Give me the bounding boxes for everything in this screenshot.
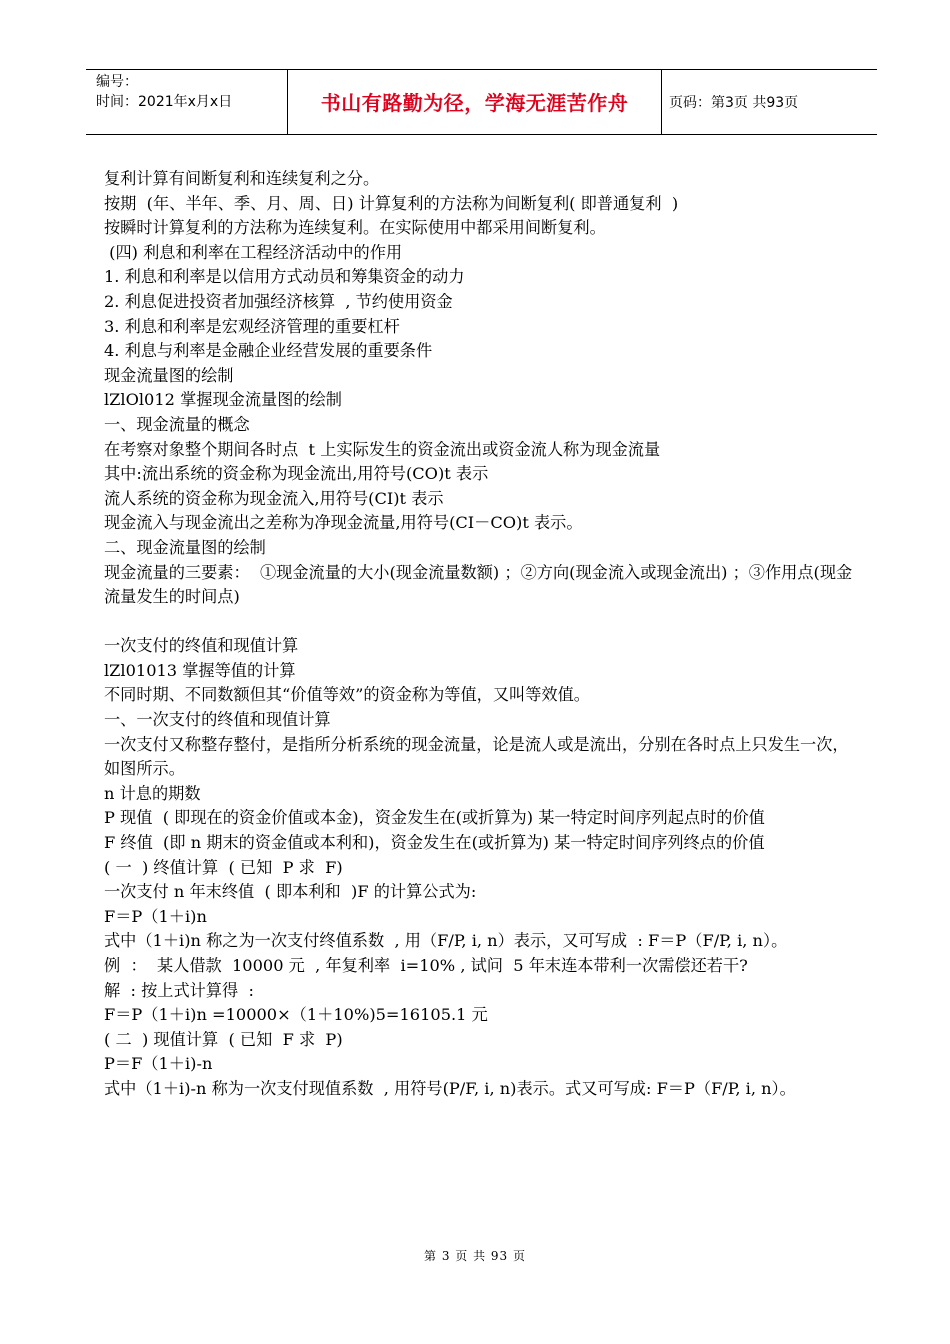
body-paragraph: 流人系统的资金称为现金流入,用符号(CI)t 表示 [104,488,444,508]
body-paragraph: 现金流量图的绘制 [104,365,234,385]
body-paragraph: lZl01013 掌握等值的计算 [104,660,296,680]
body-paragraph: ( 二 ) 现值计算 ( 已知 F 求 P) [104,1029,343,1049]
body-paragraph: F＝P（1＋i)n [104,906,207,926]
body-paragraph: 其中:流出系统的资金称为现金流出,用符号(CO)t 表示 [104,464,489,484]
body-paragraph: 4. 利息与利率是金融企业经营发展的重要条件 [104,341,433,361]
body-paragraph: 按期 (年、半年、季、月、周、日) 计算复利的方法称为间断复利( 即普通复利 ) [104,193,679,213]
blank-line [104,610,862,635]
body-paragraph: 现金流入与现金流出之差称为净现金流量,用符号(CI－CO)t 表示。 [104,513,583,533]
body-paragraph: 式中（1＋i)-n 称为一次支付现值系数 , 用符号(P/F, i, n)表示。式又可写成: F＝P（F/P, i, n）。 [104,1078,796,1098]
body-paragraph: 解 : 按上式计算得 : [104,980,254,1000]
header-divider [661,70,662,134]
body-paragraph: P 现值 ( 即现在的资金价值或本金)，资金发生在(或折算为) 某一特定时间序列起点时的价值 [104,808,765,828]
body-paragraph: 复利计算有间断复利和连续复利之分。 [104,169,380,188]
body-paragraph: 一次支付 n 年末终值 ( 即本利和 )F 的计算公式为: [104,882,477,902]
body-paragraph: 按瞬时计算复利的方法称为连续复利。在实际使用中都采用间断复利。 [104,218,606,238]
document-time-label: 时间：2021年x月x日 [96,94,233,110]
body-paragraph: F 终值 (即 n 期末的资金值或本利和)，资金发生在(或折算为) 某一特定时间序列终点的价值 [104,833,765,853]
header-meta [96,72,232,112]
body-paragraph: ( 一 ) 终值计算 ( 已知 P 求 F) [104,857,343,877]
body-paragraph: 例 ： 某人借款 10000 元 , 年复利率 i=10% , 试问 5 年末连本带利一次需偿还若干? [104,956,748,975]
page-footer: 第 3 页 共 93 页 [424,1249,526,1263]
body-paragraph: n 计息的期数 [104,783,201,803]
body-paragraph: 不同时期、不同数额但其“价值等效”的资金称为等值，又叫等效值。 [104,685,590,705]
body-paragraph: 2. 利息促进投资者加强经济核算 , 节约使用资金 [104,291,453,311]
body-paragraph: F＝P（1＋i)n =10000×（1＋10%)5=16105.1 元 [104,1005,488,1025]
document-body [104,167,862,1102]
document-number-label: 编号： [96,74,138,90]
body-paragraph: lZlOl012 掌握现金流量图的绘制 [104,390,342,410]
body-paragraph: 一、现金流量的概念 [104,414,250,434]
body-paragraph: 式中（1＋i)n 称之为一次支付终值系数 , 用（F/P, i, n）表示，又可写成 : F＝P（F/P, i, n）。 [104,931,788,951]
header-motto: 书山有路勤为径，学海无涯苦作舟 [320,91,629,115]
body-paragraph: 现金流量的三要素： ①现金流量的大小(现金流量数额) ；②方向(现金流入或现金流出) ；③作用点(现金流量发生的时间点) [104,562,853,607]
body-paragraph: 一、一次支付的终值和现值计算 [104,710,331,730]
page-header [86,69,877,135]
header-page-number: 页码：第3页 共93页 [669,94,799,111]
body-paragraph: 一次支付又称整存整付，是指所分析系统的现金流量，论是流人或是流出，分别在各时点上只发生一次，如图所示。 [104,734,849,779]
body-paragraph: 3. 利息和利率是宏观经济管理的重要杠杆 [104,316,400,336]
body-paragraph: 在考察对象整个期间各时点 t 上实际发生的资金流出或资金流人称为现金流量 [104,439,661,459]
body-paragraph: (四) 利息和利率在工程经济活动中的作用 [104,242,403,262]
body-paragraph: 二、现金流量图的绘制 [104,537,266,557]
body-paragraph: P＝F（1＋i)-n [104,1054,213,1074]
body-paragraph: 1. 利息和利率是以信用方式动员和筹集资金的动力 [104,267,465,287]
body-paragraph: 一次支付的终值和现值计算 [104,636,299,656]
